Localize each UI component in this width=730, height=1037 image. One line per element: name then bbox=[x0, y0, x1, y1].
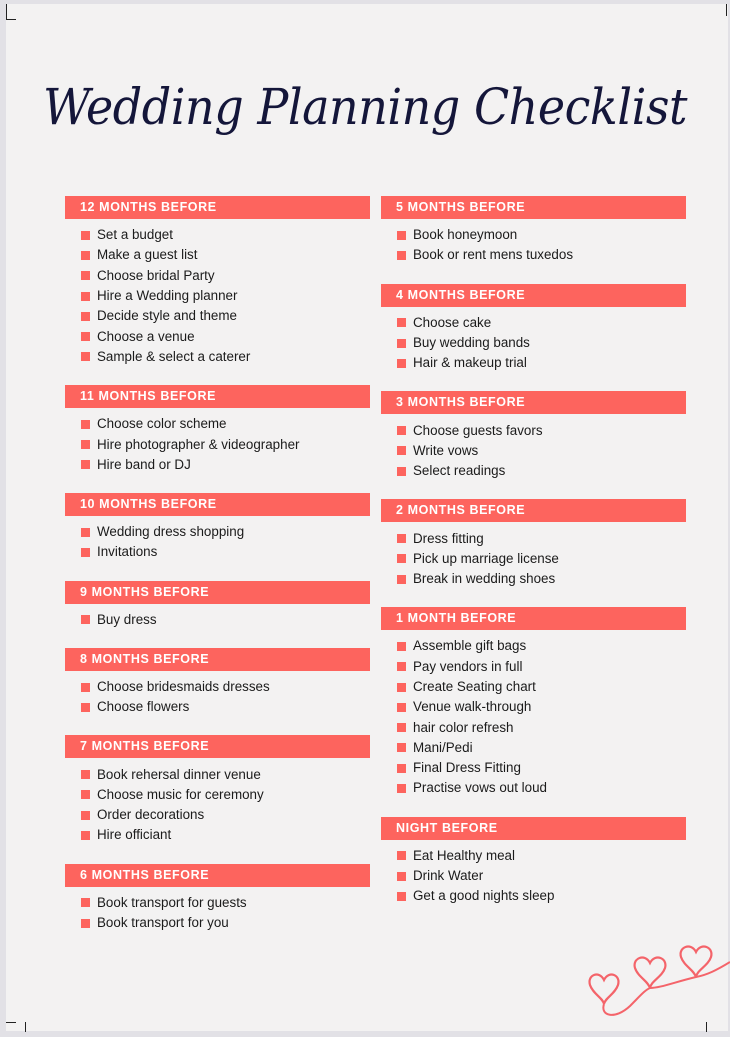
section-header: 1 MONTH BEFORE bbox=[381, 607, 686, 630]
checklist-item bbox=[81, 266, 370, 286]
checklist-item-label: Dress fitting bbox=[413, 530, 484, 546]
hearts-icon bbox=[585, 930, 730, 1025]
checklist-item-label: Select readings bbox=[413, 463, 506, 479]
section-header: 5 MONTHS BEFORE bbox=[381, 196, 686, 219]
checklist-item bbox=[81, 522, 370, 542]
checklist-item-label: Create Seating chart bbox=[413, 679, 536, 694]
checklist-item bbox=[81, 610, 370, 630]
checkbox-icon[interactable] bbox=[397, 318, 406, 327]
checklist-item-label: Hire photographer & videographer bbox=[97, 436, 300, 452]
checklist-items bbox=[65, 225, 370, 367]
checklist-item-label: Drink Water bbox=[413, 868, 484, 884]
checkbox-icon[interactable] bbox=[397, 764, 406, 773]
checkbox-icon[interactable] bbox=[81, 528, 90, 537]
checklist-items bbox=[65, 522, 370, 563]
checkbox-icon[interactable] bbox=[81, 919, 90, 928]
checklist-item bbox=[397, 549, 686, 569]
section-8-months-before bbox=[65, 648, 370, 718]
checklist-item-label: Choose flowers bbox=[97, 699, 190, 715]
checkbox-icon[interactable] bbox=[397, 534, 406, 543]
crop-mark-bottom-left bbox=[6, 1022, 16, 1023]
checklist-item bbox=[81, 414, 370, 434]
section-header: 7 MONTHS BEFORE bbox=[65, 735, 370, 758]
checklist-items bbox=[381, 636, 686, 798]
section-11-months-before bbox=[65, 385, 370, 475]
checkbox-icon[interactable] bbox=[397, 892, 406, 901]
right-column bbox=[381, 196, 686, 925]
section-header: 10 MONTHS BEFORE bbox=[65, 493, 370, 516]
checkbox-icon[interactable] bbox=[81, 352, 90, 361]
checklist-item-label: Make a guest list bbox=[97, 247, 198, 263]
checklist-item-label: Set a budget bbox=[97, 227, 173, 243]
checklist-item-label: hair color refresh bbox=[413, 719, 514, 735]
checklist-item bbox=[397, 657, 686, 677]
checklist-item-label: Choose guests favors bbox=[413, 422, 543, 438]
checklist-item bbox=[397, 245, 686, 265]
section-header: 8 MONTHS BEFORE bbox=[65, 648, 370, 671]
checkbox-icon[interactable] bbox=[81, 420, 90, 429]
checklist-item bbox=[397, 569, 686, 589]
checklist-item bbox=[81, 245, 370, 265]
checkbox-icon[interactable] bbox=[81, 548, 90, 557]
checklist-item bbox=[397, 353, 686, 373]
checkbox-icon[interactable] bbox=[81, 440, 90, 449]
checkbox-icon[interactable] bbox=[397, 662, 406, 671]
checklist-item-label: Venue walk-through bbox=[413, 699, 532, 715]
checklist-item bbox=[81, 306, 370, 326]
checklist-item-label: Choose color scheme bbox=[97, 416, 227, 432]
section-header: 9 MONTHS BEFORE bbox=[65, 581, 370, 604]
checklist-item bbox=[397, 313, 686, 333]
checkbox-icon[interactable] bbox=[397, 683, 406, 692]
checklist-item bbox=[397, 461, 686, 481]
crop-mark-bottom-left-v bbox=[25, 1022, 26, 1032]
section-4-months-before bbox=[381, 284, 686, 374]
section-3-months-before bbox=[381, 391, 686, 481]
checklist-item bbox=[81, 347, 370, 367]
checklist-items bbox=[381, 846, 686, 907]
checklist-item bbox=[397, 636, 686, 656]
checkbox-icon[interactable] bbox=[397, 339, 406, 348]
section-header: 12 MONTHS BEFORE bbox=[65, 196, 370, 219]
section-header: 11 MONTHS BEFORE bbox=[65, 385, 370, 408]
checkbox-icon[interactable] bbox=[81, 615, 90, 624]
checklist-item-label: Choose bridal Party bbox=[97, 267, 215, 283]
checkbox-icon[interactable] bbox=[81, 251, 90, 260]
checkbox-icon[interactable] bbox=[81, 703, 90, 712]
checklist-item-label: Assemble gift bags bbox=[413, 638, 527, 654]
checklist-item bbox=[81, 697, 370, 717]
checklist-item-label: Write vows bbox=[413, 442, 479, 458]
checklist-item bbox=[81, 434, 370, 454]
checklist-items bbox=[381, 420, 686, 481]
checklist-items bbox=[65, 414, 370, 475]
checklist-item-label: Book honeymoon bbox=[413, 227, 518, 243]
checkbox-icon[interactable] bbox=[81, 292, 90, 301]
checklist-item bbox=[397, 225, 686, 245]
checklist-item bbox=[81, 542, 370, 562]
checkbox-icon[interactable] bbox=[81, 831, 90, 840]
section-1-month-before bbox=[381, 607, 686, 798]
left-column bbox=[65, 196, 370, 951]
checklist-item-label: Book transport for you bbox=[97, 915, 229, 931]
checklist-item-label: Choose cake bbox=[413, 314, 492, 330]
checkbox-icon[interactable] bbox=[397, 784, 406, 793]
checklist-item-label: Order decorations bbox=[97, 807, 205, 823]
checklist-item-label: Hair & makeup trial bbox=[413, 355, 527, 371]
section-9-months-before bbox=[65, 581, 370, 630]
checkbox-icon[interactable] bbox=[397, 872, 406, 881]
checklist-item bbox=[81, 326, 370, 346]
checkbox-icon[interactable] bbox=[81, 898, 90, 907]
checklist-items bbox=[65, 677, 370, 718]
checklist-items bbox=[65, 893, 370, 934]
checkbox-icon[interactable] bbox=[397, 743, 406, 752]
checkbox-icon[interactable] bbox=[81, 460, 90, 469]
section-10-months-before bbox=[65, 493, 370, 563]
checkbox-icon[interactable] bbox=[81, 790, 90, 799]
crop-mark-top-left-h bbox=[6, 19, 16, 20]
checklist-item-label: Get a good nights sleep bbox=[413, 888, 555, 904]
checklist-items bbox=[381, 313, 686, 374]
section-header: 4 MONTHS BEFORE bbox=[381, 284, 686, 307]
checklist-item bbox=[397, 717, 686, 737]
checklist-item-label: Hire officiant bbox=[97, 827, 172, 843]
checklist-item bbox=[397, 420, 686, 440]
checklist-item bbox=[397, 738, 686, 758]
checklist-item bbox=[397, 528, 686, 548]
checklist-item-label: Buy wedding bands bbox=[413, 335, 530, 351]
checkbox-icon[interactable] bbox=[81, 683, 90, 692]
section-header: NIGHT BEFORE bbox=[381, 817, 686, 840]
checkbox-icon[interactable] bbox=[397, 575, 406, 584]
checkbox-icon[interactable] bbox=[397, 231, 406, 240]
section-header: 3 MONTHS BEFORE bbox=[381, 391, 686, 414]
checklist-item-label: Book or rent mens tuxedos bbox=[413, 247, 574, 263]
checklist-item bbox=[397, 778, 686, 798]
checkbox-icon[interactable] bbox=[397, 359, 406, 368]
checkbox-icon[interactable] bbox=[397, 703, 406, 712]
checkbox-icon[interactable] bbox=[81, 231, 90, 240]
checklist-item bbox=[397, 697, 686, 717]
checklist-item-label: Buy dress bbox=[97, 611, 157, 627]
section-2-months-before bbox=[381, 499, 686, 589]
checklist-item-label: Book transport for guests bbox=[97, 894, 247, 910]
checklist-item-label: Eat Healthy meal bbox=[413, 847, 515, 863]
checkbox-icon[interactable] bbox=[397, 251, 406, 260]
checklist-items bbox=[381, 225, 686, 266]
checkbox-icon[interactable] bbox=[81, 811, 90, 820]
checklist-item bbox=[81, 225, 370, 245]
checklist-item bbox=[397, 866, 686, 886]
checklist-item bbox=[81, 913, 370, 933]
checkbox-icon[interactable] bbox=[397, 642, 406, 651]
checkbox-icon[interactable] bbox=[397, 554, 406, 563]
checklist-items bbox=[381, 528, 686, 589]
checklist-items bbox=[65, 610, 370, 630]
checkbox-icon[interactable] bbox=[81, 271, 90, 280]
checklist-item-label: Mani/Pedi bbox=[413, 739, 473, 755]
checklist-item-label: Final Dress Fitting bbox=[413, 760, 521, 776]
checkbox-icon[interactable] bbox=[81, 770, 90, 779]
checklist-item bbox=[397, 886, 686, 906]
crop-mark-top-right bbox=[726, 4, 727, 16]
checklist-item-label: Choose bridesmaids dresses bbox=[97, 679, 270, 694]
checklist-item bbox=[81, 764, 370, 784]
checklist-item bbox=[397, 333, 686, 353]
checklist-item-label: Pick up marriage license bbox=[413, 550, 559, 566]
crop-mark-top-left bbox=[6, 4, 7, 20]
checklist-item bbox=[81, 893, 370, 913]
checklist-item-label: Sample & select a caterer bbox=[97, 348, 251, 364]
checklist-item-label: Pay vendors in full bbox=[413, 658, 523, 674]
checklist-item-label: Hire a Wedding planner bbox=[97, 288, 238, 304]
checklist-item-label: Break in wedding shoes bbox=[413, 571, 556, 587]
checklist-item-label: Choose music for ceremony bbox=[97, 786, 264, 802]
checklist-item-label: Invitations bbox=[97, 544, 158, 560]
checkbox-icon[interactable] bbox=[397, 467, 406, 476]
checklist-item bbox=[397, 677, 686, 697]
checkbox-icon[interactable] bbox=[397, 851, 406, 860]
checkbox-icon[interactable] bbox=[397, 426, 406, 435]
checklist-item-label: Practise vows out loud bbox=[413, 780, 547, 796]
checkbox-icon[interactable] bbox=[397, 446, 406, 455]
checklist-item-label: Book rehersal dinner venue bbox=[97, 766, 261, 782]
checklist-item bbox=[397, 758, 686, 778]
checklist-item-label: Wedding dress shopping bbox=[97, 524, 245, 540]
section-6-months-before bbox=[65, 864, 370, 934]
section-header: 6 MONTHS BEFORE bbox=[65, 864, 370, 887]
checklist-items bbox=[65, 764, 370, 845]
checklist-item-label: Hire band or DJ bbox=[97, 456, 191, 472]
checklist-item bbox=[81, 785, 370, 805]
checklist-item bbox=[81, 455, 370, 475]
checklist-item bbox=[81, 286, 370, 306]
section-7-months-before bbox=[65, 735, 370, 845]
checklist-item-label: Choose a venue bbox=[97, 328, 195, 344]
section-5-months-before bbox=[381, 196, 686, 266]
section-night-before bbox=[381, 817, 686, 907]
section-12-months-before bbox=[65, 196, 370, 367]
section-header: 2 MONTHS BEFORE bbox=[381, 499, 686, 522]
checkbox-icon[interactable] bbox=[81, 312, 90, 321]
checklist-item bbox=[81, 677, 370, 697]
checklist-item bbox=[81, 825, 370, 845]
checklist-item bbox=[81, 805, 370, 825]
checklist-item-label: Decide style and theme bbox=[97, 308, 237, 324]
checklist-item bbox=[397, 441, 686, 461]
checkbox-icon[interactable] bbox=[397, 723, 406, 732]
checkbox-icon[interactable] bbox=[81, 332, 90, 341]
checklist-item bbox=[397, 846, 686, 866]
page-title: Wedding Planning Checklist bbox=[42, 78, 688, 136]
